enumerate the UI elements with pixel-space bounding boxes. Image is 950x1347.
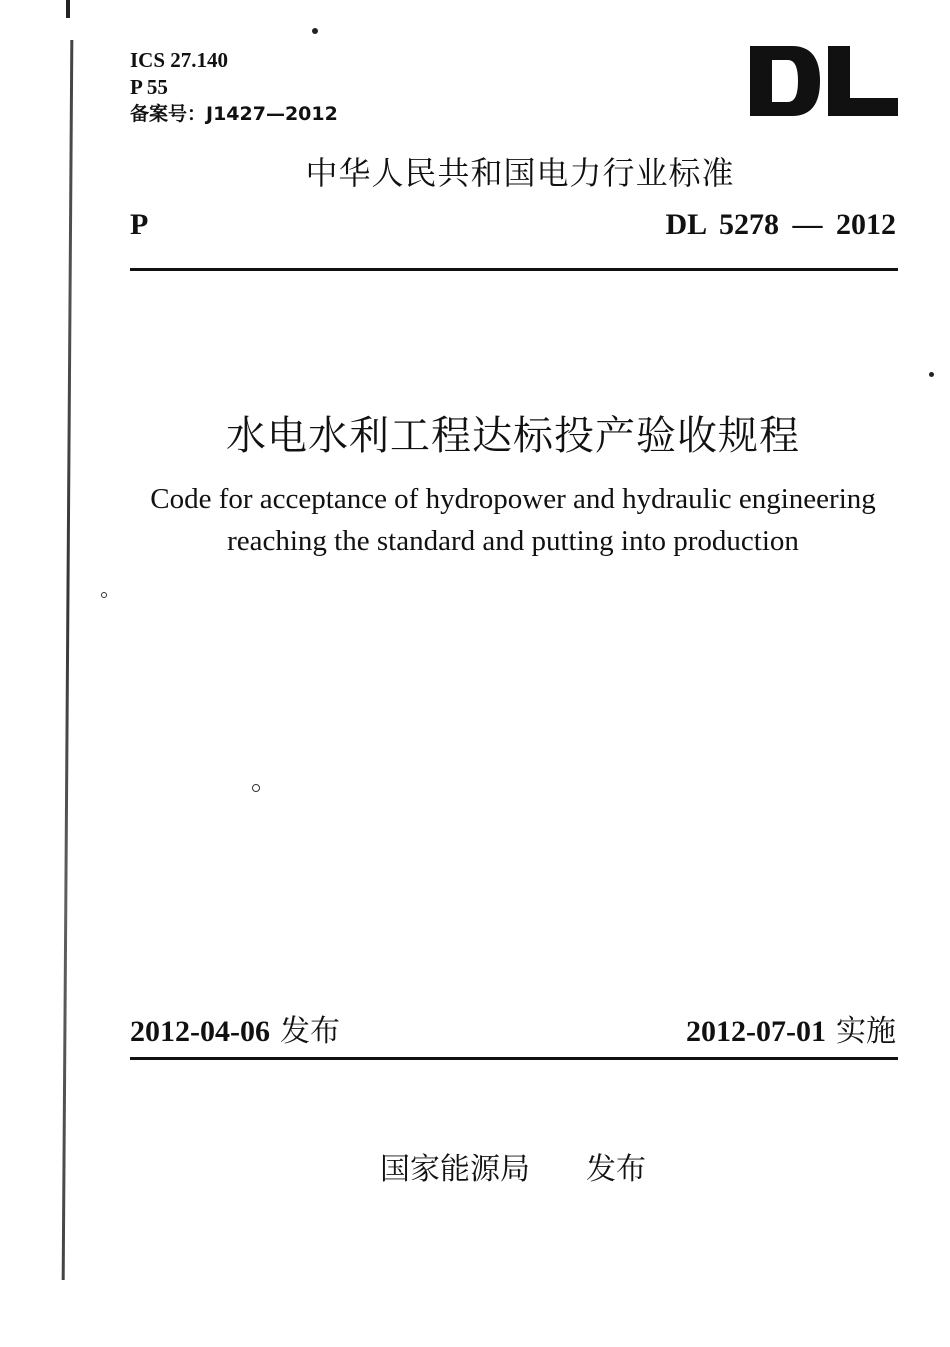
- title-english-line-1: Code for acceptance of hydropower and hydraulic engineering: [150, 483, 876, 515]
- classification-code: P: [130, 208, 149, 241]
- title-english: [110, 478, 916, 562]
- title-english-line-2: reaching the standard and putting into production: [227, 525, 799, 557]
- scan-ring: [252, 784, 260, 792]
- issue-date: 2012-04-06: [130, 1015, 270, 1048]
- title-chinese: 水电水利工程达标投产验收规程: [226, 413, 800, 459]
- scan-edge-top: [66, 0, 70, 18]
- publisher-action: 发布: [586, 1152, 646, 1187]
- implement-date-block: [686, 1006, 896, 1050]
- footer-rule: [130, 1057, 898, 1060]
- scan-speck: [929, 372, 934, 377]
- ccs-code: P 55: [130, 75, 168, 99]
- issue-label: 发布: [279, 1014, 340, 1049]
- scan-ring: [101, 592, 107, 598]
- header-rule: [130, 268, 898, 271]
- industry-standard-heading: 中华人民共和国电力行业标准: [305, 154, 735, 192]
- ics-code: ICS 27.140: [130, 48, 229, 72]
- scan-speck: [312, 28, 318, 34]
- implement-date: 2012-07-01: [686, 1015, 826, 1048]
- filing-number: 备案号：J1427—2012: [130, 103, 338, 125]
- publisher-name: 国家能源局: [380, 1152, 530, 1187]
- dl-logo: [750, 46, 898, 116]
- issue-date-block: [130, 1006, 340, 1050]
- scan-binding-edge: [62, 40, 74, 1280]
- standard-number: DL 5278 — 2012: [665, 208, 896, 241]
- implement-label: 实施: [836, 1014, 896, 1049]
